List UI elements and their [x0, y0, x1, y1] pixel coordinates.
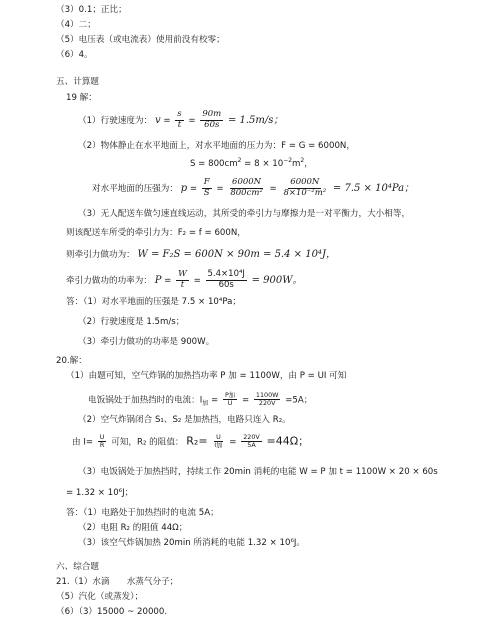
- pressure-formula: [92, 178, 414, 199]
- fraction-numerator: s: [177, 109, 182, 119]
- resistance-symbol: R₂=: [186, 434, 208, 448]
- fraction-denominator: S: [203, 187, 210, 198]
- equals-sign: =: [164, 275, 172, 286]
- equals-sign: =: [229, 437, 237, 448]
- q19-answer-3: （3）牵引力做功的功率是 900W。: [78, 337, 215, 347]
- fraction-220V-over-5A: [241, 434, 262, 450]
- force-line: （2）物体静止在水平地面上，对水平地面的压力为：F = G = 6000N，: [78, 141, 355, 151]
- section-title-calculation: 五、计算题: [56, 77, 99, 87]
- current-prefix: 电饭锅处于加热挡时的电流：I: [88, 395, 203, 406]
- q21-part-6: （6）（3）15000 ~ 20000.: [56, 607, 168, 617]
- fraction-denominator: 60s: [204, 119, 220, 130]
- equals-sign: =: [188, 115, 196, 126]
- pressure-symbol: p: [180, 182, 188, 194]
- equals-sign: =: [189, 183, 198, 194]
- current-result: =5A；: [285, 395, 313, 406]
- power-prefix: 牵引力做功的功率为：: [66, 275, 152, 286]
- current-subscript: 加: [202, 400, 209, 408]
- area-line: [190, 157, 313, 170]
- question-19-label: 19 解：: [66, 93, 97, 103]
- q20-part-3-result: = 1.32 × 10⁶J；: [66, 488, 134, 498]
- q21-part-5: （5）汽化（或蒸发）；: [56, 592, 144, 602]
- q20-answer-1: 答：（1）电路处于加热挡时的电流 5A；: [66, 508, 219, 518]
- fraction-1100W-over-220V: [254, 392, 281, 408]
- q20-answer-2: （2）电阻 R₂ 的阻值 44Ω；: [78, 523, 188, 533]
- answer-line-3: （3）0.1；正比；: [56, 5, 127, 15]
- fraction-P-over-U: [223, 392, 237, 408]
- fraction-denominator: t: [177, 119, 182, 130]
- fraction-denominator: 60s: [218, 279, 234, 290]
- fraction-numerator: W: [178, 269, 187, 279]
- equals-sign: =: [163, 115, 171, 126]
- q19-answer-1: 答：（1）对水平地面的压强是 7.5 × 10⁴Pa；: [66, 297, 241, 307]
- fraction-numerator: U: [99, 433, 105, 441]
- fraction-numerator: 1100W: [255, 391, 279, 399]
- q20-answer-3: （3）该空气炸锅加热 20min 所消耗的电能 1.32 × 10⁶J。: [78, 538, 306, 548]
- question-20-label: 20.解：: [56, 356, 87, 366]
- resistance-middle: 可知，R₂ 的阻值：: [111, 437, 184, 448]
- fraction-denominator: t: [180, 279, 185, 290]
- fraction-6000N-over-8e-2m2: [281, 178, 328, 199]
- fraction-denominator: R: [99, 441, 105, 450]
- equals-sign: =: [216, 183, 224, 194]
- q21-part-1: 21.（1）水滴 水蒸气分子；: [56, 577, 179, 587]
- ohm-law-prefix: 由 I=: [72, 437, 94, 448]
- area-b: = 8 × 10: [241, 159, 284, 169]
- area-c: m: [292, 159, 301, 169]
- area-d: ，: [304, 159, 313, 169]
- fraction-6000N-over-800cm2: [228, 178, 264, 199]
- fraction-numerator: P加: [224, 391, 236, 399]
- fraction-W-over-t: [176, 270, 189, 291]
- fraction-denominator: U: [227, 399, 233, 408]
- speed-result: = 1.5m/s；: [227, 114, 284, 126]
- answer-line-6: （6）4。: [56, 50, 93, 60]
- work-line: [66, 249, 336, 261]
- traction-line: 则该配送车所受的牵引力为：F₂ = f = 600N，: [66, 228, 246, 238]
- fraction-s-over-t: [175, 110, 183, 131]
- equals-sign: =: [269, 183, 277, 194]
- fraction-numerator: 6000N: [290, 177, 320, 187]
- fraction-numerator: U: [216, 433, 221, 441]
- work-prefix: 则牵引力做功为：: [66, 250, 135, 260]
- equals-sign: =: [241, 395, 250, 406]
- answer-line-4: （4）二；: [56, 20, 96, 30]
- equals-sign: =: [211, 395, 219, 406]
- fraction-numerator: 5.4×10⁴J: [207, 269, 245, 279]
- speed-prefix: （1）行驶速度为：: [78, 115, 153, 126]
- resistance-formula: [72, 434, 309, 450]
- q20-part-2: （2）空气炸锅闭合 S₁、S₂ 是加热挡，电路只连入 R₂。: [78, 415, 291, 425]
- fraction-denominator: 800cm²: [230, 187, 263, 198]
- area-sup-3: 2: [300, 157, 305, 165]
- answer-line-5: （5）电压表（或电流表）使用前没有校零；: [56, 35, 225, 45]
- fraction-denominator: 220V: [258, 399, 276, 408]
- q19-answer-2: （2）行驶速度是 1.5m/s；: [78, 317, 185, 327]
- fraction-work-over-time: [206, 270, 247, 291]
- fraction-F-over-S: [202, 178, 212, 199]
- fraction-numerator: 6000N: [232, 177, 262, 187]
- power-formula: [66, 270, 303, 291]
- pressure-result: = 7.5 × 10⁴Pa；: [332, 182, 415, 194]
- area-sup-2: −2: [283, 157, 293, 165]
- fraction-U-over-I: [212, 434, 224, 450]
- fraction-U-over-R: [98, 434, 107, 450]
- fraction-denominator: I加: [214, 441, 223, 450]
- resistance-result: =44Ω；: [266, 434, 310, 448]
- speed-formula: [78, 110, 283, 131]
- fraction-numerator: 90m: [202, 109, 222, 119]
- equals-sign: =: [193, 275, 201, 286]
- q20-part-3: （3）电饭锅处于加热挡时，持续工作 20min 消耗的电能 W = P 加 t = 1100W × 20 × 60s: [78, 467, 438, 477]
- fraction-numerator: 220V: [243, 433, 260, 441]
- work-equation: W = F₂S = 600N × 90m = 5.4 × 10⁴J，: [137, 249, 336, 260]
- section-title-comprehensive: 六、综合题: [56, 562, 99, 572]
- fraction-numerator: F: [203, 177, 210, 187]
- current-formula: [88, 392, 312, 408]
- area-a: S = 800cm: [190, 159, 238, 169]
- area-sup-1: 2: [237, 157, 242, 165]
- fraction-denominator: 5A: [247, 441, 256, 450]
- power-result: = 900W。: [251, 274, 303, 286]
- speed-symbol: v: [154, 114, 161, 126]
- fraction-denominator: 8×10⁻²m²: [283, 187, 327, 198]
- pressure-prefix: 对水平地面的压强为：: [92, 183, 178, 194]
- q20-part-1: （1）由题可知，空气炸锅的加热挡功率 P 加 = 1100W，由 P = UI 可知: [66, 371, 347, 381]
- power-symbol: P: [154, 274, 162, 286]
- fraction-90m-over-60s: [200, 110, 223, 131]
- balance-force-line: （3）无人配送车做匀速直线运动，其所受的牵引力与摩擦力是一对平衡力，大小相等，: [78, 209, 411, 219]
